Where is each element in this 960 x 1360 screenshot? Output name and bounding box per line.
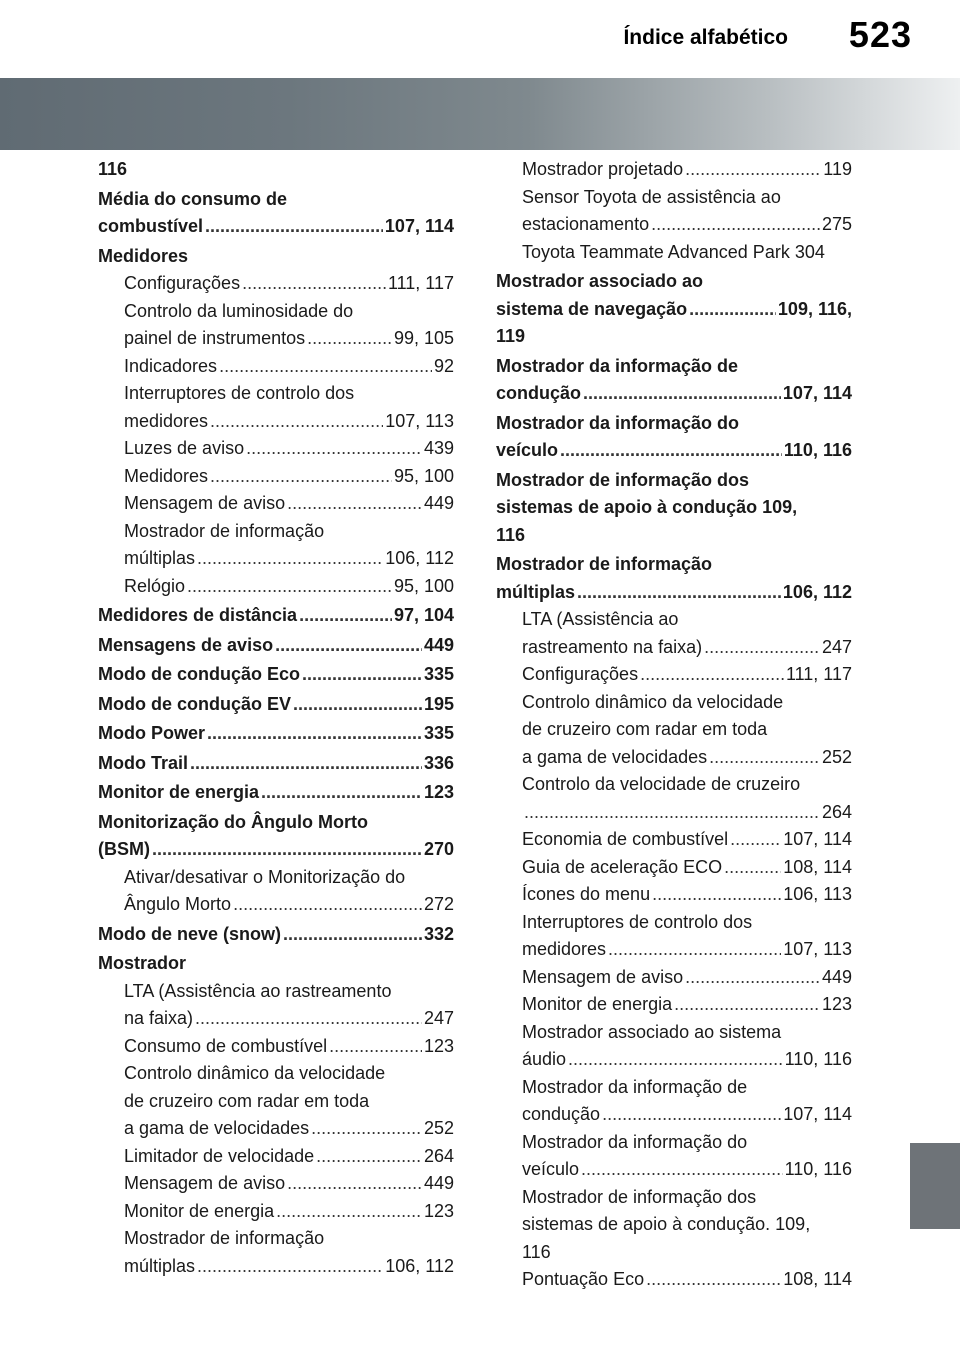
- subentry-term: Limitador de velocidade: [124, 1145, 315, 1166]
- dot-leader: [219, 353, 432, 381]
- subentry-term: Interruptores de controlo dos: [522, 911, 753, 932]
- subentry-term: Configurações: [124, 273, 241, 293]
- index-subentry-line: [496, 606, 852, 634]
- subentry-term: medidores: [124, 410, 209, 431]
- index-subentry-line: [496, 689, 852, 717]
- index-subentry-line: [98, 270, 454, 298]
- subentry-term: Controlo dinâmico da velocidade: [124, 1063, 386, 1083]
- index-subentry-line: [98, 978, 454, 1006]
- entry-term: Modo de condução Eco: [98, 664, 301, 684]
- subentry-term: Guia de aceleração ECO: [522, 856, 723, 877]
- entry-term: Mostrador de informação dos: [496, 469, 750, 490]
- dot-leader: [316, 1143, 422, 1171]
- index-subentry-line: [496, 716, 852, 744]
- dot-leader: [583, 380, 781, 408]
- index-subentry-line: [496, 964, 852, 992]
- page-reference: 107, 113: [385, 410, 454, 431]
- index-heading-line: [496, 380, 852, 408]
- page-reference: 272: [423, 894, 454, 914]
- index-entry: [496, 551, 852, 1294]
- dot-leader: [685, 156, 821, 184]
- header-banner: [0, 78, 960, 150]
- entry-term: Mostrador da informação do: [496, 412, 740, 433]
- dot-leader: [524, 799, 820, 827]
- page-reference: 107, 114: [384, 216, 454, 236]
- index-subentry-line: [496, 936, 852, 964]
- dot-leader: [311, 1115, 422, 1143]
- index-subentry-line: [496, 1211, 852, 1239]
- dot-leader: [640, 661, 784, 689]
- index-subentry-line: [496, 881, 852, 909]
- entry-term: Modo Trail: [98, 752, 188, 773]
- index-subentry-line: [496, 826, 852, 854]
- index-subentry-line: [496, 156, 852, 184]
- page-reference: 336: [423, 752, 454, 773]
- subentry-term: painel de instrumentos: [124, 328, 306, 348]
- index-heading-line: [98, 836, 454, 864]
- index-entry: [98, 602, 454, 630]
- index-subentry-line: [496, 799, 852, 827]
- page-reference: 247: [423, 1008, 454, 1028]
- subentry-term: Controlo da luminosidade do: [124, 300, 354, 321]
- dot-leader: [190, 750, 422, 778]
- entry-term: Modo de condução EV: [98, 693, 292, 714]
- entry-term: sistema de navegação: [496, 298, 688, 319]
- subentry-term: de cruzeiro com radar em toda: [124, 1090, 370, 1111]
- index-subentry-line: [98, 1225, 454, 1253]
- dot-leader: [283, 921, 422, 949]
- dot-leader: [704, 634, 820, 662]
- dot-leader: [207, 720, 422, 748]
- dot-leader: [652, 881, 781, 909]
- dot-leader: [152, 836, 422, 864]
- subentry-term: estacionamento: [522, 214, 650, 234]
- page-reference: 97, 104: [393, 605, 454, 625]
- index-subentry-line: [496, 1184, 852, 1212]
- subentry-term: Ativar/desativar o Monitorização do: [124, 866, 406, 887]
- dot-leader: [246, 435, 422, 463]
- index-column-left: [98, 156, 454, 1282]
- subentry-term: Monitor de energia: [522, 994, 673, 1014]
- index-subentry-line: [496, 1046, 852, 1074]
- subentry-term: Pontuação Eco: [522, 1269, 645, 1289]
- page-reference: 111, 117: [387, 273, 454, 293]
- dot-leader: [195, 1005, 422, 1033]
- index-subentry-line: [496, 184, 852, 212]
- dot-leader: [685, 964, 820, 992]
- page-reference: 92: [433, 355, 454, 376]
- index-entry: [98, 661, 454, 689]
- page-reference: 110, 116: [783, 440, 852, 460]
- subentry-term: veículo: [522, 1159, 580, 1179]
- index-heading-line: [496, 323, 852, 351]
- entry-term: Mostrador associado ao: [496, 271, 704, 291]
- entry-term: Mostrador de informação: [496, 554, 713, 574]
- index-subentry-line: [98, 1088, 454, 1116]
- page-reference: 275: [821, 214, 852, 234]
- index-subentry-line: [98, 545, 454, 573]
- dot-leader: [275, 632, 422, 660]
- page-reference: 106, 112: [782, 581, 852, 602]
- dot-leader: [210, 408, 383, 436]
- index-heading-line: [98, 186, 454, 214]
- index-subentry-line: [98, 1060, 454, 1088]
- subentry-term: Medidores: [124, 465, 209, 486]
- page-reference: 107, 114: [783, 1104, 852, 1124]
- subentry-term: Mostrador associado ao sistema: [522, 1021, 782, 1042]
- index-heading-line: [496, 268, 852, 296]
- index-entry: [98, 632, 454, 660]
- subentry-term: Economia de combustível: [522, 829, 729, 849]
- page-reference: 108, 114: [783, 856, 852, 877]
- page-reference: 252: [423, 1118, 454, 1138]
- index-subentry-line: [98, 1170, 454, 1198]
- index-heading-line: [98, 213, 454, 241]
- subentry-term: Mostrador de informação dos: [522, 1186, 757, 1207]
- subentry-term: Sensor Toyota de assistência ao: [522, 186, 781, 207]
- index-subentry-line: [496, 1074, 852, 1102]
- index-entry: [98, 156, 454, 184]
- subentry-term: na faixa): [124, 1008, 194, 1028]
- index-subentry-line: [496, 1101, 852, 1129]
- page-reference: 95, 100: [393, 465, 454, 486]
- entry-term: 119: [496, 326, 526, 346]
- dot-leader: [568, 1046, 783, 1074]
- subentry-term: Ângulo Morto: [124, 894, 232, 914]
- page-reference: 111, 117: [785, 664, 852, 684]
- dot-leader: [709, 744, 820, 772]
- index-heading-line: [98, 243, 454, 271]
- dot-leader: [674, 991, 820, 1019]
- index-subentry-line: [98, 435, 454, 463]
- page-reference: 123: [423, 1035, 454, 1056]
- index-subentry-line: [496, 1129, 852, 1157]
- subentry-term: Mensagem de aviso: [522, 966, 684, 987]
- subentry-term: rastreamento na faixa): [522, 636, 703, 657]
- page-reference: 106, 112: [385, 548, 454, 568]
- page-reference: 99, 105: [393, 328, 454, 348]
- subentry-term: múltiplas: [124, 1255, 196, 1276]
- dot-leader: [276, 1198, 422, 1226]
- page-reference: 439: [423, 438, 454, 458]
- index-heading-line: [496, 467, 852, 495]
- page-reference: 119: [823, 159, 852, 179]
- entry-term: 116: [496, 524, 526, 545]
- dot-leader: [261, 779, 422, 807]
- entry-term: Medidores: [98, 245, 189, 266]
- page-number: 523: [848, 14, 912, 55]
- index-entry: [496, 156, 852, 266]
- dot-leader: [329, 1033, 422, 1061]
- subentry-term: Mensagem de aviso: [124, 493, 286, 513]
- index-subentry-line: [98, 1115, 454, 1143]
- entry-term: 116: [98, 159, 128, 179]
- page-reference: 449: [423, 493, 454, 513]
- index-subentry-line: [496, 1019, 852, 1047]
- index-subentry-line: [98, 380, 454, 408]
- page-reference: 264: [821, 801, 852, 822]
- page-reference: 270: [423, 839, 454, 859]
- index-entry: [496, 268, 852, 351]
- index-subentry-line: [496, 744, 852, 772]
- page-reference: 106, 113: [783, 884, 852, 904]
- subentry-term: Interruptores de controlo dos: [124, 383, 355, 403]
- entry-term: Medidores de distância: [98, 605, 298, 625]
- dot-leader: [287, 1170, 422, 1198]
- index-subentry-line: [98, 298, 454, 326]
- entry-term: condução: [496, 383, 582, 403]
- dot-leader: [187, 573, 392, 601]
- entry-term: sistemas de apoio à condução 109,: [496, 497, 798, 517]
- page-reference: 264: [423, 1145, 454, 1166]
- subentry-term: LTA (Assistência ao: [522, 609, 679, 629]
- index-entry: [98, 779, 454, 807]
- entry-term: Modo de neve (snow): [98, 923, 282, 944]
- index-subentry-line: [496, 634, 852, 662]
- index-heading-line: [98, 809, 454, 837]
- subentry-term: 116: [522, 1241, 551, 1262]
- index-heading-line: [496, 410, 852, 438]
- dot-leader: [602, 1101, 781, 1129]
- entry-term: Mostrador da informação de: [496, 355, 739, 376]
- page-reference: 109, 116,: [777, 298, 852, 319]
- index-subentry-line: [496, 661, 852, 689]
- dot-leader: [581, 1156, 783, 1184]
- index-heading-line: [98, 921, 454, 949]
- index-subentry-line: [98, 1005, 454, 1033]
- index-subentry-line: [98, 463, 454, 491]
- dot-leader: [233, 891, 422, 919]
- entry-term: Mostrador: [98, 953, 187, 973]
- subentry-term: Controlo da velocidade de cruzeiro: [522, 774, 801, 794]
- index-subentry-line: [98, 353, 454, 381]
- index-subentry-line: [98, 891, 454, 919]
- dot-leader: [560, 437, 782, 465]
- subentry-term: a gama de velocidades: [124, 1118, 310, 1138]
- page-reference: 247: [821, 636, 852, 657]
- index-entry: [98, 921, 454, 949]
- subentry-term: Toyota Teammate Advanced Park 304: [522, 241, 825, 262]
- page-reference: 449: [821, 966, 852, 987]
- subentry-term: Mostrador de informação: [124, 1228, 325, 1248]
- index-subentry-line: [496, 854, 852, 882]
- index-subentry-line: [496, 909, 852, 937]
- page-reference: 123: [821, 994, 852, 1014]
- index-subentry-line: [496, 1156, 852, 1184]
- subentry-term: Mensagem de aviso: [124, 1173, 286, 1193]
- subentry-term: Mostrador da informação do: [522, 1131, 748, 1152]
- dot-leader: [651, 211, 820, 239]
- index-heading-line: [496, 353, 852, 381]
- index-heading-line: [98, 691, 454, 719]
- subentry-term: Mostrador projetado: [522, 159, 684, 179]
- page-reference: 335: [423, 723, 454, 743]
- page-reference: 95, 100: [393, 575, 454, 596]
- page-reference: 252: [821, 746, 852, 767]
- index-subentry-line: [98, 1253, 454, 1281]
- index-heading-line: [496, 437, 852, 465]
- index-heading-line: [496, 494, 852, 522]
- index-heading-line: [496, 579, 852, 607]
- index-subentry-line: [98, 518, 454, 546]
- page-reference: 123: [423, 782, 454, 802]
- index-subentry-line: [496, 771, 852, 799]
- subentry-term: Mostrador de informação: [124, 520, 325, 541]
- subentry-term: Controlo dinâmico da velocidade: [522, 691, 784, 712]
- index-entry: [496, 410, 852, 465]
- index-subentry-line: [98, 325, 454, 353]
- index-heading-line: [98, 632, 454, 660]
- page-reference: 107, 113: [783, 939, 852, 959]
- subentry-term: áudio: [522, 1049, 567, 1069]
- index-subentry-line: [496, 239, 852, 267]
- dot-leader: [307, 325, 392, 353]
- subentry-term: Consumo de combustível: [124, 1035, 328, 1056]
- index-heading-line: [98, 720, 454, 748]
- index-subentry-line: [98, 573, 454, 601]
- index-heading-line: [98, 779, 454, 807]
- dot-leader: [730, 826, 781, 854]
- index-entry: [98, 243, 454, 601]
- entry-term: (BSM): [98, 839, 150, 859]
- dot-leader: [287, 490, 422, 518]
- subentry-term: sistemas de apoio à condução. 109,: [522, 1214, 811, 1234]
- index-subentry-line: [98, 1033, 454, 1061]
- index-entry: [496, 353, 852, 408]
- index-entry: [98, 186, 454, 241]
- index-entry: [98, 720, 454, 748]
- page-reference: 195: [423, 693, 454, 714]
- page-reference: 335: [423, 664, 454, 684]
- dot-leader: [608, 936, 781, 964]
- page-reference: 108, 114: [783, 1269, 852, 1289]
- entry-term: veículo: [496, 440, 559, 460]
- index-subentry-line: [496, 211, 852, 239]
- page-reference: 110, 116: [784, 1159, 852, 1179]
- subentry-term: Ícones do menu: [522, 884, 651, 904]
- index-subentry-line: [98, 490, 454, 518]
- subentry-term: Indicadores: [124, 355, 218, 376]
- index-entry: [496, 467, 852, 550]
- dot-leader: [242, 270, 386, 298]
- index-subentry-line: [98, 1143, 454, 1171]
- entry-term: Monitorização do Ângulo Morto: [98, 811, 368, 832]
- dot-leader: [646, 1266, 781, 1294]
- entry-term: Mensagens de aviso: [98, 634, 274, 655]
- dot-leader: [302, 661, 422, 689]
- page-reference: 332: [423, 923, 454, 944]
- entry-term: Monitor de energia: [98, 782, 260, 802]
- entry-term: Modo Power: [98, 723, 205, 743]
- dot-leader: [293, 691, 422, 719]
- entry-term: Média do consumo de: [98, 188, 288, 209]
- dot-leader: [210, 463, 392, 491]
- index-heading-line: [98, 750, 454, 778]
- subentry-term: condução: [522, 1104, 601, 1124]
- index-subentry-line: [496, 1239, 852, 1267]
- index-heading-line: [98, 950, 454, 978]
- side-tab-marker: [910, 1143, 960, 1229]
- index-subentry-line: [496, 1266, 852, 1294]
- subentry-term: medidores: [522, 939, 607, 959]
- index-entry: [98, 691, 454, 719]
- index-heading-line: [496, 551, 852, 579]
- index-entry: [98, 950, 454, 1280]
- index-entry: [98, 750, 454, 778]
- page-reference: 449: [423, 1173, 454, 1193]
- subentry-term: Luzes de aviso: [124, 438, 245, 458]
- subentry-term: a gama de velocidades: [522, 746, 708, 767]
- subentry-term: de cruzeiro com radar em toda: [522, 719, 768, 739]
- dot-leader: [205, 213, 383, 241]
- page-reference: 123: [423, 1200, 454, 1221]
- entry-term: múltiplas: [496, 581, 576, 602]
- subentry-term: múltiplas: [124, 548, 196, 568]
- subentry-term: Configurações: [522, 664, 639, 684]
- index-subentry-line: [496, 991, 852, 1019]
- subentry-term: Relógio: [124, 575, 186, 596]
- dot-leader: [197, 545, 383, 573]
- subentry-term: Mostrador da informação de: [522, 1076, 748, 1097]
- dot-leader: [577, 579, 781, 607]
- index-heading-line: [496, 296, 852, 324]
- dot-leader: [299, 602, 392, 630]
- page-reference: 449: [423, 634, 454, 655]
- dot-leader: [197, 1253, 383, 1281]
- dot-leader: [724, 854, 781, 882]
- index-heading-line: [98, 602, 454, 630]
- dot-leader: [689, 296, 776, 324]
- page-reference: 107, 114: [783, 829, 852, 849]
- subentry-term: LTA (Assistência ao rastreamento: [124, 980, 392, 1001]
- page-reference: 106, 112: [385, 1255, 454, 1276]
- entry-term: combustível: [98, 216, 204, 236]
- index-entry: [98, 809, 454, 919]
- index-heading-line: [98, 156, 454, 184]
- page-reference: 110, 116: [784, 1049, 852, 1069]
- index-column-right: [496, 156, 852, 1296]
- index-heading-line: [496, 522, 852, 550]
- index-subentry-line: [98, 1198, 454, 1226]
- index-subentry-line: [98, 408, 454, 436]
- header-title: Índice alfabético: [623, 26, 788, 49]
- page-reference: 107, 114: [782, 383, 852, 403]
- index-heading-line: [98, 661, 454, 689]
- index-subentry-line: [98, 864, 454, 892]
- subentry-term: Monitor de energia: [124, 1200, 275, 1221]
